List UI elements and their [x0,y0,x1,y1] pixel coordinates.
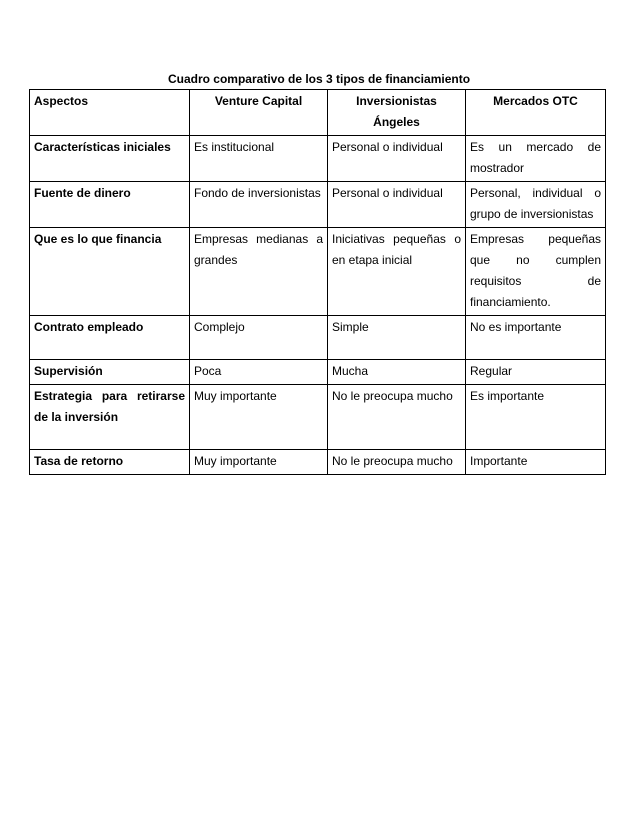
row-aspect: Estrategia para retirarse de la inversión [30,385,190,450]
row-aspect: Que es lo que financia [30,228,190,316]
cell-angeles: No le preocupa mucho [328,450,466,475]
header-mercados-otc: Mercados OTC [466,90,606,136]
cell-otc: Empresas pequeñas que no cumplen requisitos de financiamiento. [466,228,606,316]
header-inversionistas-angeles: Inversionistas Ángeles [328,90,466,136]
cell-otc: Personal, individual o grupo de inversionistas [466,182,606,228]
row-aspect: Supervisión [30,360,190,385]
table-row [30,136,606,182]
table-row [30,228,606,316]
cell-otc: Es un mercado de mostrador [466,136,606,182]
cell-venture: Complejo [190,316,328,360]
table-row [30,182,606,228]
cell-venture: Muy importante [190,450,328,475]
comparison-table [29,89,606,475]
header-aspectos: Aspectos [30,90,190,136]
row-aspect: Fuente de dinero [30,182,190,228]
cell-otc: Importante [466,450,606,475]
row-aspect: Contrato empleado [30,316,190,360]
header-venture-capital: Venture Capital [190,90,328,136]
page-title: Cuadro comparativo de los 3 tipos de financiamiento [167,72,471,86]
cell-angeles: Mucha [328,360,466,385]
cell-venture: Muy importante [190,385,328,450]
cell-angeles: No le preocupa mucho [328,385,466,450]
cell-otc: Es importante [466,385,606,450]
cell-angeles: Personal o individual [328,182,466,228]
cell-otc: No es importante [466,316,606,360]
row-aspect: Características iniciales [30,136,190,182]
table-row [30,316,606,360]
row-aspect: Tasa de retorno [30,450,190,475]
cell-otc: Regular [466,360,606,385]
table-row [30,450,606,475]
cell-angeles: Simple [328,316,466,360]
cell-venture: Poca [190,360,328,385]
table-header-row [30,90,606,136]
cell-venture: Empresas medianas a grandes [190,228,328,316]
cell-venture: Es institucional [190,136,328,182]
cell-venture: Fondo de inversionistas [190,182,328,228]
cell-angeles: Iniciativas pequeñas o en etapa inicial [328,228,466,316]
table-row [30,385,606,450]
cell-angeles: Personal o individual [328,136,466,182]
table-row [30,360,606,385]
